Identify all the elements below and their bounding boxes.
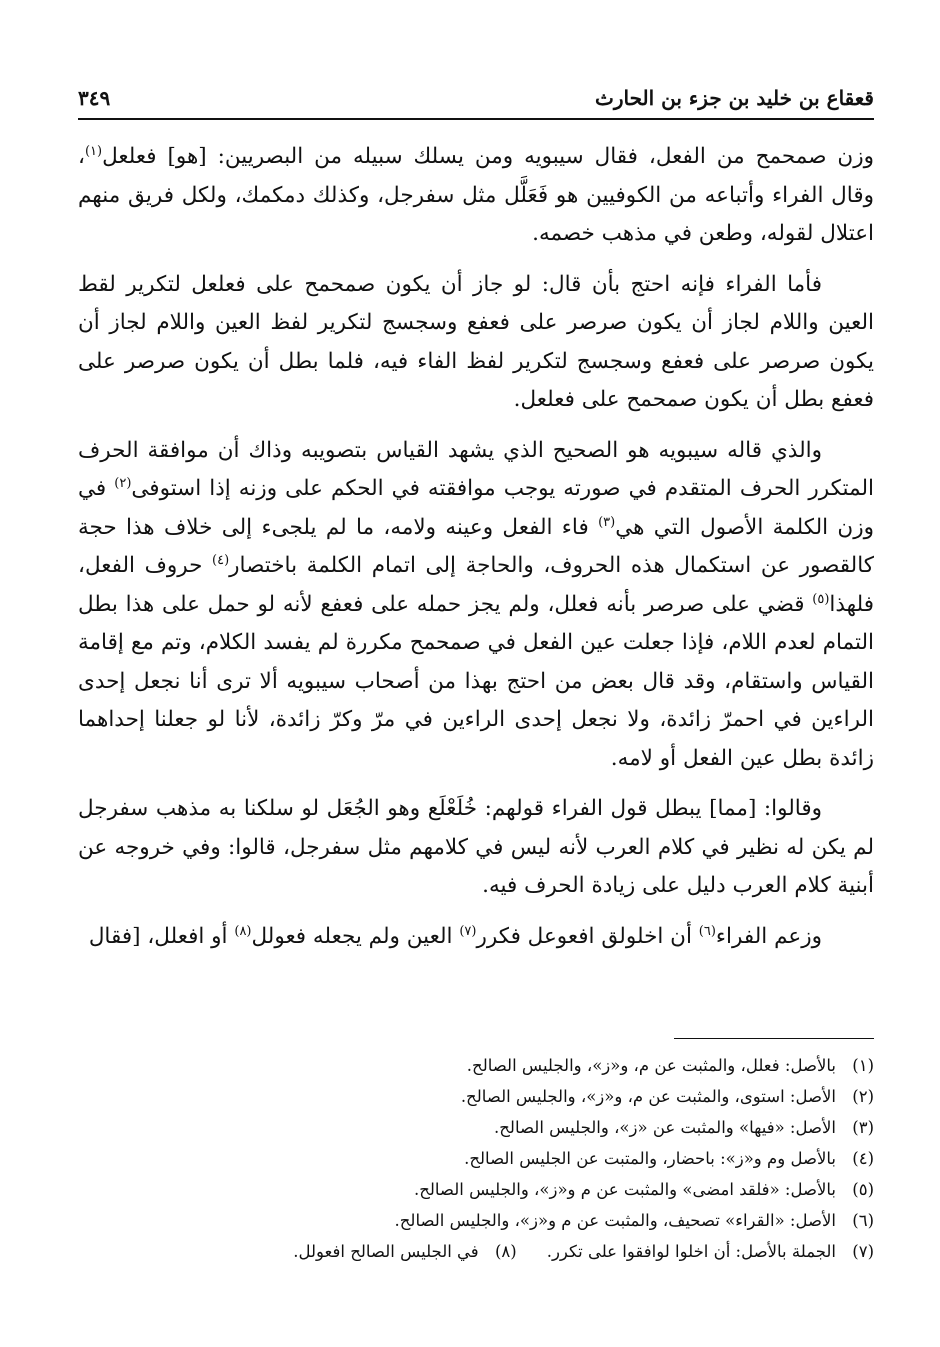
footnote-number: (٨) [494, 1242, 517, 1261]
text-segment: وزعم الفراء [715, 923, 822, 949]
paragraph-3 [78, 432, 874, 779]
text-segment: قضي على صرصر بأنه فعلل، ولم يجز حمله على فعفع لأنه لو حمل على هذا بطل التمام لعدم اللام، فإذا جعلت عين الفعل في صمحمح مكررة لم يفسد الكلام، وتم مع إقامة القياس واستقام، وقد قال بعض من احتج بهذا من أصحاب سيبويه ألا ترى أنا نجعل إحدى الراءين في احمرّ زائدة، ولا نجعل إحدى الراءين في مرّ وكرّ زائدة، لأنا لو جعلنا إحداهما زائدة بطل عين الفعل أو لامه. [78, 591, 874, 771]
footnote-ref: (٢) [114, 475, 132, 491]
paragraph-5 [78, 918, 874, 957]
footnote-text: الأصل: «فيها» والمثبت عن «ز»، والجليس الصالح. [494, 1118, 836, 1137]
footnote-number: (٢) [852, 1087, 874, 1106]
footnote-text: في الجليس الصالح افعولل. [293, 1242, 479, 1261]
text-segment: فاء الفعل وعينه ولامه، ما لم يلجىء إلى خلاف هذا حجة كالقصور عن استكمال هذه الحروف، والحاجة إلى اتمام الكلمة باختصار [78, 514, 874, 578]
footnote-text: بالأصل وم و«ز»: باحضار، والمتبت عن الجليس الصالح. [464, 1149, 836, 1168]
footnote-text: بالأصل: فعلل، والمثبت عن م، و«ز»، والجليس الصالح. [466, 1056, 836, 1075]
footnote [78, 1112, 874, 1143]
page-header [78, 70, 874, 120]
text-segment: العين ولم يجعله فعولل [251, 923, 460, 949]
text-segment: حروف الفعل، فلهذا [78, 553, 874, 617]
footnote [78, 1081, 874, 1112]
paragraph-2 [78, 266, 874, 420]
paragraph-1 [78, 138, 874, 254]
footnote [547, 1236, 874, 1267]
footnote-number: (٣) [852, 1118, 874, 1137]
text-segment: أو افعلل، [فقال [88, 923, 235, 949]
footnotes [78, 1050, 874, 1267]
running-title: قعقاع بن خليد بن جزء بن الحارث [595, 86, 874, 110]
text-segment: أن اخلولق افعوعل فكرر [476, 923, 699, 949]
text-segment: فأما الفراء فإنه احتج بأن قال: لو جاز أن يكون صمحمح على فعلعل لتكرير لقط العين واللام لجاز أن يكون صرصر على فعفع وسجسج لتكرير لفظ العين واللام لجاز أن يكون صرصر على فعفع وسجسج لتكرير لفظ الفاء فيه، فلما بطل أن يكون صرصر على فعفع بطل أن يكون صمحمح على فعلعل. [78, 271, 874, 412]
footnote [78, 1174, 874, 1205]
footnote-ref: (٤) [212, 552, 230, 568]
footnote [78, 1050, 874, 1081]
footnote-number: (٤) [852, 1149, 874, 1168]
footnote-ref: (٧) [459, 923, 477, 939]
text-segment: في وزن الكلمة الأصول التي هي [78, 476, 874, 540]
text-segment: ، وقال الفراء وأتباعه من الكوفيين هو فَعَلَّل مثل سفرجل، وكذلك دمكمك، ولكل فريق منهم اعتلال لقوله، وطعن في مذهب خصمه. [78, 144, 874, 246]
footnote [78, 1143, 874, 1174]
document-page [78, 70, 874, 1310]
text-segment: والذي قاله سيبويه هو الصحيح الذي يشهد القياس بتصويبه وذاك أن موافقة الحرف المتكرر الحرف المتقدم في صورته يوجب موافقته في الحكم على وزنه إذا استوفى [78, 437, 874, 501]
text-segment: وقالوا: [مما] يبطل قول الفراء قولهم: خُلَعْلَع وهو الجُعَل لو سلكنا به مذهب سفرجل لم يكن له نظير في كلام العرب لأنه ليس في كلامهم مثل سفرجل، قالوا: وفي خروجه عن أبنية كلام العرب دليل على زيادة الحرف فيه. [78, 796, 874, 898]
paragraph-4 [78, 790, 874, 906]
footnote-ref: (٥) [812, 591, 830, 607]
footnote-ref: (٣) [598, 514, 616, 530]
footnote-row [78, 1236, 874, 1267]
footnote [293, 1236, 516, 1267]
footnote-ref: (١) [84, 143, 103, 159]
footnote-text: الأصل: «القراء» تصحيف، والمثبت عن م و«ز»، والجليس الصالح. [394, 1211, 836, 1230]
body-text [78, 138, 874, 956]
footnote [78, 1205, 874, 1236]
footnote-ref: (٨) [234, 923, 252, 939]
footnote-text: الجملة بالأصل: أن اخلوا لوافقوا على تكرر. [546, 1242, 836, 1261]
footnote-number: (٥) [852, 1180, 874, 1199]
text-segment: وزن صمحمح من الفعل، فقال سيبويه ومن يسلك سبيله من البصريين: [هو] فعلعل [102, 144, 874, 169]
footnote-ref: (٦) [698, 923, 716, 939]
footnote-separator [674, 1038, 874, 1039]
footnote-text: الأصل: استوى، والمثبت عن م، و«ز»، والجليس الصالح. [460, 1087, 836, 1106]
footnote-number: (١) [852, 1056, 874, 1075]
footnote-text: بالأصل: «فلقد امضى» والمثبت عن م و«ز»، والجليس الصالح. [413, 1180, 836, 1199]
footnote-number: (٦) [852, 1211, 874, 1230]
footnote-number: (٧) [852, 1242, 874, 1261]
page-number: ٣٤٩ [78, 86, 111, 110]
